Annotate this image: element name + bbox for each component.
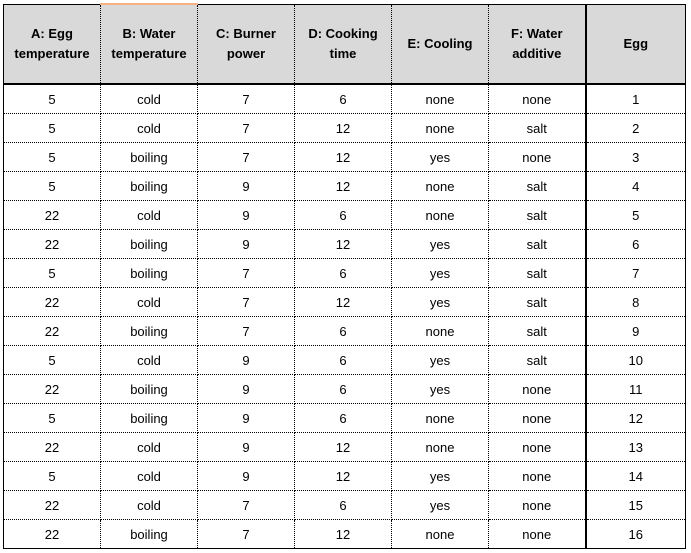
- cell-water-temperature[interactable]: boiling: [101, 143, 198, 172]
- header-cell-egg-temperature[interactable]: A: Egg temperature: [4, 4, 101, 84]
- cell-egg[interactable]: 12: [586, 404, 686, 433]
- cell-burner-power[interactable]: 9: [198, 433, 295, 462]
- cell-cooking-time[interactable]: 12: [295, 172, 392, 201]
- header-row: [4, 4, 686, 84]
- cell-water-temperature[interactable]: boiling: [101, 172, 198, 201]
- cell-water-temperature[interactable]: cold: [101, 84, 198, 114]
- cell-cooling[interactable]: yes: [392, 491, 489, 520]
- cell-water-temperature[interactable]: cold: [101, 433, 198, 462]
- table-row: [4, 230, 686, 259]
- cell-egg-temperature[interactable]: 5: [4, 172, 101, 201]
- cell-cooking-time[interactable]: 6: [295, 491, 392, 520]
- table-row: [4, 433, 686, 462]
- cell-water-additive[interactable]: none: [489, 462, 586, 491]
- header-cell-cooking-time[interactable]: D: Cooking time: [295, 4, 392, 84]
- cell-egg[interactable]: 8: [586, 288, 686, 317]
- cell-egg-temperature[interactable]: 5: [4, 259, 101, 288]
- cell-burner-power[interactable]: 7: [198, 317, 295, 346]
- table-row: [4, 346, 686, 375]
- table-row: [4, 114, 686, 143]
- cell-water-additive[interactable]: none: [489, 491, 586, 520]
- cell-water-additive[interactable]: none: [489, 143, 586, 172]
- cell-water-additive[interactable]: none: [489, 520, 586, 549]
- cell-egg[interactable]: 15: [586, 491, 686, 520]
- cell-water-temperature[interactable]: cold: [101, 491, 198, 520]
- cell-water-additive[interactable]: none: [489, 375, 586, 404]
- cell-burner-power[interactable]: 7: [198, 259, 295, 288]
- table-body: [4, 84, 686, 549]
- cell-cooling[interactable]: yes: [392, 346, 489, 375]
- cell-egg[interactable]: 13: [586, 433, 686, 462]
- cell-egg[interactable]: 9: [586, 317, 686, 346]
- cell-water-additive[interactable]: none: [489, 404, 586, 433]
- cell-egg[interactable]: 6: [586, 230, 686, 259]
- cell-cooking-time[interactable]: 6: [295, 201, 392, 230]
- cell-cooling[interactable]: yes: [392, 230, 489, 259]
- cell-water-temperature[interactable]: cold: [101, 346, 198, 375]
- header-cell-burner-power[interactable]: C: Burner power: [198, 4, 295, 84]
- cell-water-additive[interactable]: salt: [489, 172, 586, 201]
- header-cell-cooling[interactable]: E: Cooling: [392, 4, 489, 84]
- cell-egg-temperature[interactable]: 22: [4, 288, 101, 317]
- table-row: [4, 520, 686, 549]
- cell-egg[interactable]: 14: [586, 462, 686, 491]
- cell-egg[interactable]: 5: [586, 201, 686, 230]
- cell-egg-temperature[interactable]: 22: [4, 201, 101, 230]
- table-row: [4, 317, 686, 346]
- cell-burner-power[interactable]: 9: [198, 462, 295, 491]
- table-row: [4, 84, 686, 114]
- cell-water-additive[interactable]: salt: [489, 259, 586, 288]
- cell-water-additive[interactable]: salt: [489, 201, 586, 230]
- cell-burner-power[interactable]: 9: [198, 172, 295, 201]
- cell-egg-temperature[interactable]: 22: [4, 520, 101, 549]
- cell-egg-temperature[interactable]: 5: [4, 143, 101, 172]
- cell-burner-power[interactable]: 7: [198, 114, 295, 143]
- cell-egg-temperature[interactable]: 5: [4, 84, 101, 114]
- cell-egg[interactable]: 16: [586, 520, 686, 549]
- cell-egg-temperature[interactable]: 22: [4, 230, 101, 259]
- cell-egg-temperature[interactable]: 5: [4, 462, 101, 491]
- cell-cooking-time[interactable]: 6: [295, 375, 392, 404]
- cell-cooking-time[interactable]: 12: [295, 288, 392, 317]
- cell-cooling[interactable]: none: [392, 84, 489, 114]
- cell-egg-temperature[interactable]: 5: [4, 114, 101, 143]
- cell-water-temperature[interactable]: cold: [101, 288, 198, 317]
- cell-egg[interactable]: 10: [586, 346, 686, 375]
- cell-water-temperature[interactable]: boiling: [101, 375, 198, 404]
- cell-egg-temperature[interactable]: 5: [4, 404, 101, 433]
- cell-water-temperature[interactable]: cold: [101, 201, 198, 230]
- cell-cooling[interactable]: none: [392, 404, 489, 433]
- cell-egg-temperature[interactable]: 22: [4, 491, 101, 520]
- cell-egg-temperature[interactable]: 5: [4, 346, 101, 375]
- cell-cooling[interactable]: none: [392, 172, 489, 201]
- cell-egg-temperature[interactable]: 22: [4, 375, 101, 404]
- cell-cooling[interactable]: yes: [392, 259, 489, 288]
- cell-burner-power[interactable]: 7: [198, 520, 295, 549]
- cell-cooling[interactable]: none: [392, 201, 489, 230]
- header-cell-water-additive[interactable]: F: Water additive: [489, 4, 586, 84]
- cell-burner-power[interactable]: 7: [198, 491, 295, 520]
- cell-cooling[interactable]: yes: [392, 462, 489, 491]
- cell-cooking-time[interactable]: 6: [295, 404, 392, 433]
- cell-cooking-time[interactable]: 12: [295, 462, 392, 491]
- table-row: [4, 462, 686, 491]
- egg-experiment-table: [3, 3, 686, 549]
- cell-water-additive[interactable]: salt: [489, 114, 586, 143]
- table-header: [4, 4, 686, 84]
- cell-egg[interactable]: 4: [586, 172, 686, 201]
- cell-burner-power[interactable]: 9: [198, 230, 295, 259]
- table-row: [4, 172, 686, 201]
- cell-burner-power[interactable]: 7: [198, 288, 295, 317]
- cell-cooking-time[interactable]: 6: [295, 84, 392, 114]
- cell-cooling[interactable]: yes: [392, 375, 489, 404]
- cell-cooling[interactable]: yes: [392, 143, 489, 172]
- cell-cooking-time[interactable]: 12: [295, 230, 392, 259]
- cell-water-temperature[interactable]: boiling: [101, 259, 198, 288]
- cell-cooking-time[interactable]: 12: [295, 114, 392, 143]
- cell-egg[interactable]: 11: [586, 375, 686, 404]
- header-cell-water-temperature[interactable]: B: Water temperature: [101, 4, 198, 84]
- cell-cooking-time[interactable]: 12: [295, 143, 392, 172]
- cell-water-temperature[interactable]: boiling: [101, 317, 198, 346]
- cell-cooking-time[interactable]: 6: [295, 346, 392, 375]
- table-row: [4, 201, 686, 230]
- cell-cooling[interactable]: none: [392, 433, 489, 462]
- cell-burner-power[interactable]: 9: [198, 404, 295, 433]
- table-row: [4, 491, 686, 520]
- cell-egg[interactable]: 7: [586, 259, 686, 288]
- cell-egg-temperature[interactable]: 22: [4, 433, 101, 462]
- table-row: [4, 404, 686, 433]
- table-row: [4, 143, 686, 172]
- cell-water-temperature[interactable]: boiling: [101, 404, 198, 433]
- cell-burner-power[interactable]: 9: [198, 375, 295, 404]
- cell-water-temperature[interactable]: boiling: [101, 230, 198, 259]
- cell-water-additive[interactable]: salt: [489, 288, 586, 317]
- cell-burner-power[interactable]: 7: [198, 84, 295, 114]
- cell-egg[interactable]: 1: [586, 84, 686, 114]
- cell-water-temperature[interactable]: boiling: [101, 520, 198, 549]
- cell-cooling[interactable]: yes: [392, 288, 489, 317]
- cell-water-additive[interactable]: salt: [489, 317, 586, 346]
- cell-egg-temperature[interactable]: 22: [4, 317, 101, 346]
- table-row: [4, 288, 686, 317]
- cell-burner-power[interactable]: 9: [198, 201, 295, 230]
- cell-burner-power[interactable]: 9: [198, 346, 295, 375]
- cell-water-temperature[interactable]: cold: [101, 462, 198, 491]
- cell-cooling[interactable]: none: [392, 114, 489, 143]
- cell-water-additive[interactable]: none: [489, 433, 586, 462]
- cell-cooling[interactable]: none: [392, 317, 489, 346]
- cell-burner-power[interactable]: 7: [198, 143, 295, 172]
- cell-water-temperature[interactable]: cold: [101, 114, 198, 143]
- cell-cooking-time[interactable]: 12: [295, 433, 392, 462]
- cell-water-additive[interactable]: salt: [489, 230, 586, 259]
- cell-cooling[interactable]: none: [392, 520, 489, 549]
- cell-cooking-time[interactable]: 6: [295, 259, 392, 288]
- cell-egg[interactable]: 2: [586, 114, 686, 143]
- cell-water-additive[interactable]: none: [489, 84, 586, 114]
- cell-cooking-time[interactable]: 6: [295, 317, 392, 346]
- spreadsheet-grid: [3, 3, 685, 549]
- cell-cooking-time[interactable]: 12: [295, 520, 392, 549]
- cell-water-additive[interactable]: salt: [489, 346, 586, 375]
- table-row: [4, 259, 686, 288]
- header-cell-egg[interactable]: Egg: [586, 4, 686, 84]
- cell-egg[interactable]: 3: [586, 143, 686, 172]
- table-row: [4, 375, 686, 404]
